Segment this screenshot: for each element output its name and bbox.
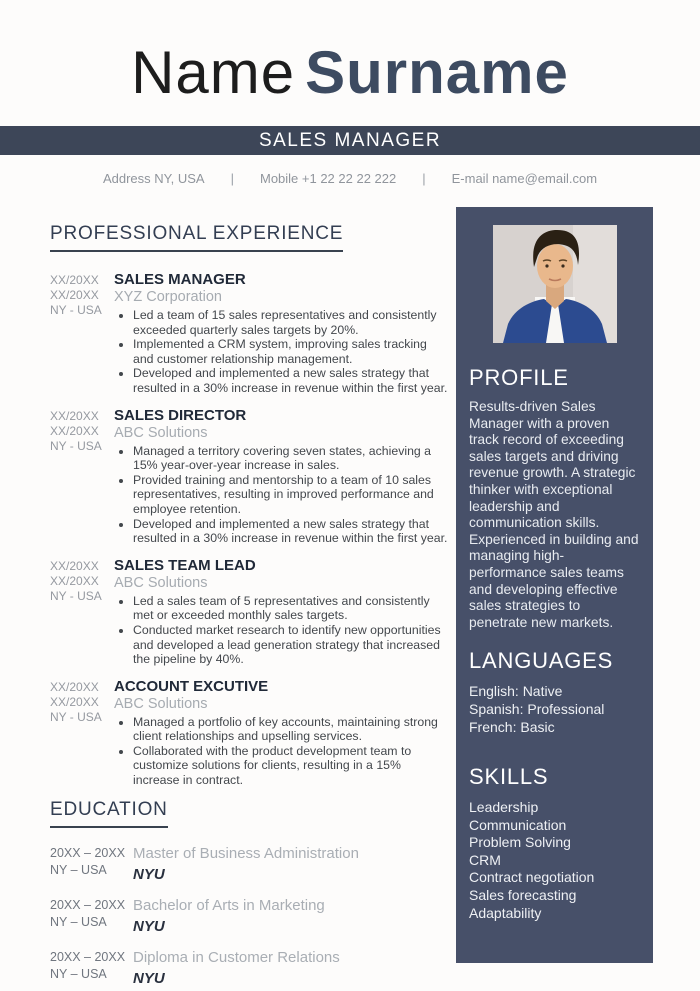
job-title: ACCOUNT EXCUTIVE (114, 677, 269, 695)
contact-separator: | (230, 171, 234, 186)
job-date-line: XX/20XX (50, 558, 99, 573)
experience-section (50, 223, 448, 788)
skill-item: Sales forecasting (469, 887, 577, 904)
education-details (133, 949, 448, 987)
language-item: Spanish: Professional (469, 700, 605, 717)
education-date-line: 20XX – 20XX (50, 897, 126, 912)
job-bullets (114, 715, 448, 788)
job-bullet: • Managed a portfolio of key accounts, maintaining strong client relationships and upselling services. (133, 715, 448, 744)
education-details (133, 845, 448, 883)
role-banner (0, 126, 700, 155)
main-column (50, 223, 448, 987)
skill-item: Adaptability (469, 904, 542, 921)
degree-name: Bachelor of Arts in Marketing (133, 896, 325, 914)
languages-heading: LANGUAGES (469, 648, 614, 674)
job-dates (50, 271, 114, 396)
education-dates (50, 949, 133, 987)
profile-section (456, 365, 653, 631)
education-date-line: 20XX – 20XX (50, 949, 126, 964)
job-bullets (114, 444, 448, 546)
face (537, 244, 573, 288)
skill-item: CRM (469, 851, 501, 868)
job-details (114, 678, 448, 788)
job-dates (50, 407, 114, 546)
first-name: Name (131, 39, 296, 106)
job-date-line: XX/20XX (50, 679, 99, 694)
job-bullet: • Managed a territory covering seven states, achieving a 15% year-over-year increase in sales. (133, 444, 448, 473)
skill-item: Contract negotiation (469, 869, 595, 886)
job-date-line: XX/20XX (50, 694, 99, 709)
skill-item: Problem Solving (469, 834, 571, 851)
job-details (114, 271, 448, 396)
job-details (114, 557, 448, 667)
education-location: NY – USA (50, 914, 107, 929)
job-company: XYZ Corporation (114, 289, 222, 305)
profile-photo (493, 225, 617, 343)
job-company: ABC Solutions (114, 574, 208, 591)
job-entry (50, 271, 448, 396)
job-location: NY - USA (50, 709, 102, 724)
job-bullets (114, 594, 448, 667)
language-item: French: Basic (469, 718, 555, 735)
job-date-line: XX/20XX (50, 423, 99, 438)
eye-left (545, 264, 548, 267)
role-title: SALES MANAGER (258, 129, 442, 151)
degree-name: Diploma in Customer Relations (133, 948, 340, 966)
job-date-line: XX/20XX (50, 408, 99, 423)
job-location: NY - USA (50, 438, 102, 453)
skill-item: Communication (469, 816, 567, 833)
education-list (50, 845, 448, 987)
languages-list (469, 683, 640, 736)
education-entry (50, 949, 448, 987)
job-location: NY - USA (50, 303, 102, 317)
job-bullet: • Provided training and mentorship to a team of 10 sales representatives, resulting in improved performance and employee retention. (133, 473, 448, 517)
job-list (50, 271, 448, 788)
last-name: Surname (305, 39, 569, 106)
job-title: SALES DIRECTOR (114, 406, 247, 424)
skills-section (456, 764, 653, 922)
job-location: NY - USA (50, 588, 102, 603)
experience-heading: PROFESSIONAL EXPERIENCE (50, 223, 343, 252)
skills-heading: SKILLS (469, 764, 549, 790)
job-title: SALES MANAGER (114, 271, 246, 288)
education-date-line: 20XX – 20XX (50, 845, 126, 860)
resume-header (0, 0, 700, 186)
job-dates (50, 678, 114, 788)
education-dates (50, 845, 133, 883)
candidate-name (0, 0, 700, 106)
school-name: NYU (133, 917, 165, 935)
skills-list (469, 799, 640, 922)
contact-email: E-mail name@email.com (451, 171, 598, 186)
school-name: NYU (133, 865, 165, 883)
languages-section (456, 648, 653, 736)
eye-right (561, 264, 564, 267)
education-details (133, 897, 448, 935)
education-entry (50, 845, 448, 883)
education-location: NY – USA (50, 862, 107, 877)
job-date-line: XX/20XX (50, 273, 99, 287)
job-bullet: • Led a sales team of 5 representatives and consistently met or exceeded monthly sales targets. (133, 594, 448, 623)
job-bullet: • Led a team of 15 sales representatives and consistently exceeded quarterly sales targets by 20%. (133, 308, 448, 337)
education-dates (50, 897, 133, 935)
job-bullets (114, 308, 448, 396)
school-name: NYU (133, 969, 165, 987)
education-heading: EDUCATION (50, 799, 168, 828)
contact-address: Address NY, USA (102, 171, 205, 186)
contact-mobile: Mobile +1 22 22 22 222 (259, 171, 397, 186)
job-bullet: • Developed and implemented a new sales strategy that resulted in a 30% increase in revenue within the first year. (133, 517, 448, 546)
job-bullet: • Developed and implemented a new sales strategy that resulted in a 30% increase in revenue within the first year. (133, 366, 448, 395)
sidebar (456, 207, 653, 963)
education-entry (50, 897, 448, 935)
job-company: ABC Solutions (114, 424, 208, 441)
job-dates (50, 557, 114, 667)
job-bullet: • Conducted market research to identify new opportunities and developed a lead generation strategy that increased the pipeline by 40%. (133, 623, 448, 667)
skill-item: Leadership (469, 799, 539, 816)
job-company: ABC Solutions (114, 695, 208, 712)
job-date-line: XX/20XX (50, 573, 99, 588)
job-entry (50, 557, 448, 667)
job-entry (50, 407, 448, 546)
contact-line (0, 171, 700, 186)
job-bullet: • Collaborated with the product development team to customize solutions for clients, resulting in a 15% increase in contract. (133, 744, 448, 788)
language-item: English: Native (469, 683, 563, 700)
job-bullet: • Implemented a CRM system, improving sales tracking and customer relationship management. (133, 337, 448, 366)
contact-separator: | (422, 171, 426, 186)
education-section (50, 799, 448, 987)
profile-heading: PROFILE (469, 365, 569, 390)
education-location: NY – USA (50, 966, 107, 981)
job-details (114, 407, 448, 546)
job-title: SALES TEAM LEAD (114, 556, 256, 574)
job-date-line: XX/20XX (50, 288, 99, 302)
degree-name: Master of Business Administration (133, 844, 359, 862)
job-entry (50, 678, 448, 788)
profile-text: Results-driven Sales Manager with a proven track record of exceeding sales targets and driving revenue growth. A strategic thinker with exceptional leadership and communication skills. Experienced in building and managing high-performance sales teams and developing effective sales strategies to penetrate new markets. (469, 399, 639, 630)
